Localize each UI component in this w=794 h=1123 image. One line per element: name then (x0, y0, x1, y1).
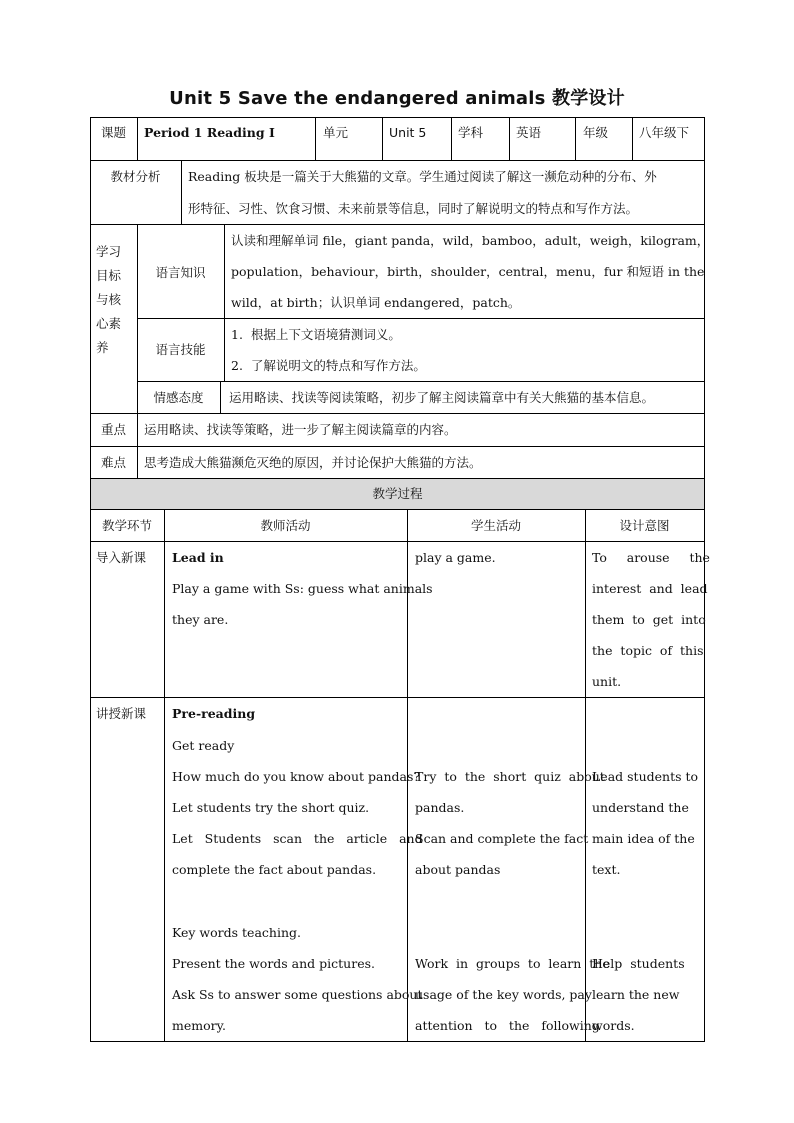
knowledge-line: population，behaviour，birth，shoulder，central，menu，fur 和短语 in the (231, 264, 705, 279)
rule (632, 117, 633, 160)
design-intent-line: them to get into (592, 612, 706, 627)
design-intent-line: Lead students to (592, 769, 699, 784)
document-title: Unit 5 Save the endangered animals 教学设计 (169, 88, 625, 109)
unit-label: 单元 (323, 125, 349, 140)
rule (451, 117, 452, 160)
teacher-activity-line: Present the words and pictures. (172, 956, 375, 971)
rule (704, 117, 705, 479)
rule (90, 478, 91, 1042)
grade-value: 八年级下 (639, 125, 690, 140)
student-activity-line: about pandas (415, 862, 501, 877)
rule (382, 117, 383, 160)
objectives-label-char: 养 (96, 340, 109, 355)
teacher-activity-line: memory. (172, 1018, 226, 1033)
design-intent-line: the topic of this (592, 643, 704, 658)
topic-value: Period 1 Reading I (144, 125, 275, 140)
analysis-text-line: 形特征、习性、饮食习惯、未来前景等信息，同时了解说明文的特点和写作方法。 (188, 201, 639, 216)
design-intent-line: learn the new (592, 987, 680, 1002)
design-intent-line: understand the (592, 800, 689, 815)
teacher-activity-line: Key words teaching. (172, 925, 301, 940)
student-activity-line: play a game. (415, 550, 496, 565)
rule (137, 117, 138, 160)
teacher-activity-line: Ask Ss to answer some questions about (172, 987, 423, 1002)
stage-cell: 讲授新课 (96, 706, 147, 721)
knowledge-line: wild，at birth；认识单词 endangered，patch。 (231, 295, 521, 310)
teacher-activity-line: Let students try the short quiz. (172, 800, 370, 815)
grade-label: 年级 (583, 125, 609, 140)
design-intent-line: main idea of the (592, 831, 695, 846)
design-intent-line: unit. (592, 674, 622, 689)
key-point-label: 重点 (100, 422, 126, 437)
attitude-label: 情感态度 (153, 390, 204, 405)
column-header-stage: 教学环节 (101, 518, 152, 533)
difficulty-label: 难点 (100, 455, 126, 470)
rule (90, 1041, 705, 1042)
skills-label: 语言技能 (155, 342, 206, 357)
design-intent-line: Help students (592, 956, 685, 971)
skills-line: 1. 根据上下文语境猜测词义。 (231, 327, 401, 342)
student-activity-line: usage of the key words, pay (415, 987, 592, 1002)
student-activity-line: Try to the short quiz about (415, 769, 605, 784)
subject-label: 学科 (458, 125, 484, 140)
knowledge-line: 认读和理解单词 file，giant panda，wild，bamboo，adult，weigh，kilogram， (231, 233, 710, 248)
objectives-label-char: 与核 (96, 292, 122, 307)
column-header-intent: 设计意图 (619, 518, 670, 533)
teacher-activity-line: Let Students scan the article and (172, 831, 423, 846)
attitude-text: 运用略读、找读等阅读策略，初步了解主阅读篇章中有关大熊猫的基本信息。 (229, 390, 655, 405)
student-activity-line: Scan and complete the fact (415, 831, 589, 846)
design-intent-line: To arouse the (592, 550, 710, 565)
student-activity-line: attention to the following (415, 1018, 600, 1033)
rule (220, 381, 221, 413)
rule (509, 117, 510, 160)
key-point-text: 运用略读、找读等策略，进一步了解主阅读篇章的内容。 (144, 422, 457, 437)
teacher-activity-line: How much do you know about pandas? (172, 769, 421, 784)
design-intent-line: text. (592, 862, 621, 877)
teacher-activity-line: Lead in (172, 550, 224, 565)
process-header: 教学过程 (372, 486, 423, 501)
topic-label: 课题 (100, 125, 126, 140)
objectives-label-char: 学习 (96, 244, 122, 259)
teacher-activity-line: complete the fact about pandas. (172, 862, 377, 877)
objectives-label-char: 目标 (96, 268, 122, 283)
design-intent-line: words. (592, 1018, 635, 1033)
rule (164, 509, 165, 1042)
teacher-activity-line: Get ready (172, 738, 235, 753)
subject-value: 英语 (516, 125, 542, 140)
column-header-teacher: 教师活动 (260, 518, 311, 533)
rule (575, 117, 576, 160)
skills-line: 2. 了解说明文的特点和写作方法。 (231, 358, 426, 373)
rule (137, 413, 138, 478)
rule (224, 224, 225, 381)
column-header-student: 学生活动 (470, 518, 521, 533)
rule (315, 117, 316, 160)
stage-cell: 导入新课 (96, 550, 147, 565)
objectives-label-char: 心素 (96, 316, 122, 331)
teacher-activity-line: Play a game with Ss: guess what animals (172, 581, 433, 596)
analysis-text-line: Reading 板块是一篇关于大熊猫的文章。学生通过阅读了解这一濒危动种的分布、外 (188, 169, 657, 184)
design-intent-line: interest and lead (592, 581, 708, 596)
difficulty-text: 思考造成大熊猫濒危灭绝的原因，并讨论保护大熊猫的方法。 (144, 455, 482, 470)
student-activity-line: pandas. (415, 800, 465, 815)
rule (137, 318, 705, 319)
knowledge-label: 语言知识 (155, 265, 206, 280)
teacher-activity-line: Pre-reading (172, 706, 256, 721)
unit-value: Unit 5 (389, 125, 427, 140)
student-activity-line: Work in groups to learn the (415, 956, 610, 971)
teacher-activity-line: they are. (172, 612, 229, 627)
analysis-label: 教材分析 (110, 169, 161, 184)
rule (181, 160, 182, 224)
